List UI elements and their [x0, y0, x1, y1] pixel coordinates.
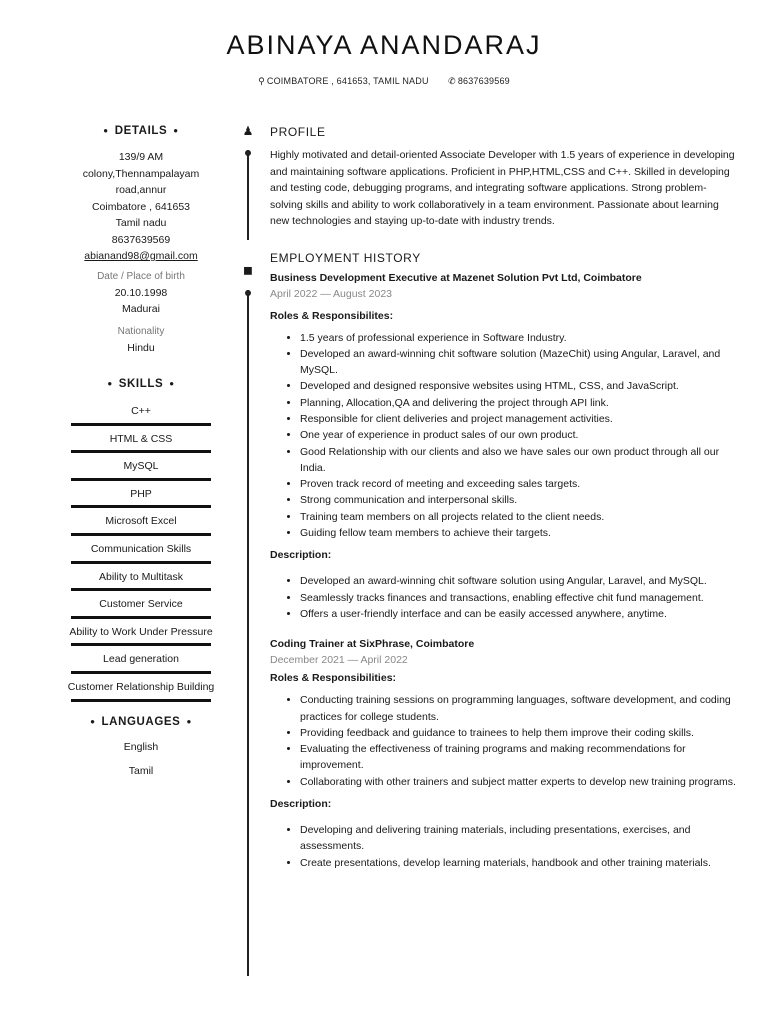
address-line: Coimbatore , 641653	[91, 200, 191, 213]
address-line: Tamil nadu	[115, 217, 167, 229]
skill-level-bar	[71, 671, 211, 674]
profile-timeline	[247, 150, 249, 240]
skill-item: C++	[56, 399, 226, 427]
skills-list	[56, 399, 226, 703]
dob-label: Date / Place of birth	[97, 270, 185, 282]
skill-level-bar	[71, 588, 211, 591]
skill-item: HTML & CSS	[56, 427, 226, 455]
list-item: • Planning, Allocation,QA and delivering the project through API link.	[300, 395, 738, 411]
skill-level-bar	[71, 561, 211, 564]
address-line: 139/9 AM	[118, 151, 164, 163]
skill-item: PHP	[56, 482, 226, 510]
list-item: • Seamlessly tracks finances and transactions, enabling effective chit fund management.	[300, 590, 738, 606]
left-column	[56, 122, 226, 783]
list-item: • Good Relationship with our clients and also we have sales our own product through all our India.	[300, 444, 738, 477]
skill-level-bar	[71, 505, 211, 508]
roles-label: Roles & Responsibilities:	[270, 672, 397, 685]
languages-heading	[56, 713, 226, 731]
skill-level-bar	[71, 616, 211, 619]
skill-item: Communication Skills	[56, 537, 226, 565]
details-phone: 8637639569	[111, 233, 171, 246]
skill-item: Lead generation	[56, 647, 226, 675]
employment-heading: EMPLOYMENT HISTORY	[270, 250, 421, 265]
job-entry	[270, 636, 738, 871]
skill-level-bar	[71, 643, 211, 646]
list-item: • 1.5 years of professional experience in Software Industry.	[300, 330, 738, 346]
list-item: • One year of experience in product sales of our own product.	[300, 427, 738, 443]
profile-text: Highly motivated and detail-oriented Associate Developer with 1.5 years of experience in developing and maintaining software applications. Proficient in PHP,HTML,CSS and C++. Skilled in developing and testing code, debugging programs, and integrating software applications. Strong problem-solving skills and ability to work collaboratively in a team environment. Passionate about learning new technologies and staying up-to-date with industry trends.	[270, 149, 735, 227]
language-item: English	[123, 740, 159, 753]
languages-title: LANGUAGES	[101, 715, 181, 728]
email-link[interactable]: abianand98@gmail.com	[84, 250, 198, 262]
dob-value: 20.10.1998	[114, 286, 168, 299]
skill-item: MySQL	[56, 454, 226, 482]
phone-icon: ✆	[448, 76, 456, 86]
address-line: colony,Thennampalayam	[82, 167, 200, 180]
list-item: • Offers a user-friendly interface and can be easily accessed anywhere, anytime.	[300, 606, 738, 622]
timeline-dot	[245, 290, 251, 296]
language-item: Tamil	[128, 764, 154, 777]
list-item: • Collaborating with other trainers and subject matter experts to develop new training programs.	[300, 774, 738, 790]
skill-level-bar	[71, 533, 211, 536]
list-item: • Guiding fellow team members to achieve their targets.	[300, 525, 738, 541]
nationality-label: Nationality	[117, 325, 165, 337]
skill-item: Customer Service	[56, 592, 226, 620]
right-column	[270, 122, 738, 877]
list-item: • Developed an award-winning chit software solution using Angular, Laravel, and MySQL.	[300, 573, 738, 589]
resume-name: ABINAYA ANANDARAJ	[226, 30, 542, 60]
skill-level-bar	[71, 478, 211, 481]
address-line: road,annur	[115, 184, 167, 196]
skill-item: Customer Relationship Building	[56, 675, 226, 703]
location-pin-icon: ⚲	[258, 76, 265, 86]
person-icon: ♟	[242, 124, 254, 138]
job-title: Business Development Executive at Mazenet Solution Pvt Ltd, Coimbatore	[270, 271, 642, 284]
job-entry	[270, 270, 738, 623]
details-title: DETAILS	[114, 125, 168, 138]
description-label: Description:	[270, 798, 332, 811]
job-dates: April 2022 — August 2023	[270, 287, 393, 300]
bullet-icon: ●	[90, 716, 96, 726]
skill-level-bar	[71, 450, 211, 453]
list-item: • Conducting training sessions on programming languages, software development, and coding practices for college students.	[300, 692, 738, 725]
list-item: • Developed and designed responsive websites using HTML, CSS, and JavaScript.	[300, 378, 738, 394]
phone-text: 8637639569	[457, 76, 510, 86]
roles-list	[270, 692, 738, 790]
list-item: • Strong communication and interpersonal skills.	[300, 492, 738, 508]
details-heading	[56, 122, 226, 140]
skill-level-bar	[71, 423, 211, 426]
description-list	[270, 822, 738, 871]
timeline-dot	[245, 150, 251, 156]
roles-label: Roles & Responsibilites:	[270, 309, 394, 322]
list-item: • Create presentations, develop learning materials, handbook and other training materials.	[300, 855, 738, 871]
bullet-icon: ●	[186, 716, 192, 726]
list-item: • Developed an award-winning chit software solution (MazeChit) using Angular, Laravel, and MySQL.	[300, 346, 738, 379]
description-list	[270, 573, 738, 622]
description-label: Description:	[270, 549, 332, 562]
list-item: • Evaluating the effectiveness of training programs and making recommendations for improvement.	[300, 741, 738, 774]
nationality-value: Hindu	[127, 341, 155, 354]
list-item: • Providing feedback and guidance to trainees to help them improve their coding skills.	[300, 725, 738, 741]
briefcase-icon: ◼	[243, 263, 253, 277]
bullet-icon: ●	[169, 379, 175, 388]
list-item: • Developing and delivering training materials, including presentations, exercises, and assessments.	[300, 822, 738, 855]
list-item: • Responsible for client deliveries and project management activities.	[300, 411, 738, 427]
list-item: • Training team members on all projects related to the client needs.	[300, 509, 738, 525]
job-title: Coding Trainer at SixPhrase, Coimbatore	[270, 638, 475, 651]
bullet-icon: ●	[173, 126, 179, 135]
profile-heading: PROFILE	[270, 125, 326, 139]
skill-item: Ability to Multitask	[56, 565, 226, 593]
bullet-icon: ●	[103, 126, 109, 135]
employment-timeline	[247, 290, 249, 976]
birthplace-value: Madurai	[122, 303, 160, 315]
job-dates: December 2021 — April 2022	[270, 654, 408, 667]
contact-line	[0, 76, 768, 87]
list-item: • Proven track record of meeting and exceeding sales targets.	[300, 476, 738, 492]
skill-item: Ability to Work Under Pressure	[56, 620, 226, 648]
skill-level-bar	[71, 699, 211, 702]
bullet-icon: ●	[107, 379, 113, 388]
skills-heading	[56, 375, 226, 393]
roles-list	[270, 330, 738, 542]
skills-title: SKILLS	[118, 378, 164, 391]
skill-item: Microsoft Excel	[56, 509, 226, 537]
location-text: COIMBATORE , 641653, TAMIL NADU	[266, 76, 429, 86]
